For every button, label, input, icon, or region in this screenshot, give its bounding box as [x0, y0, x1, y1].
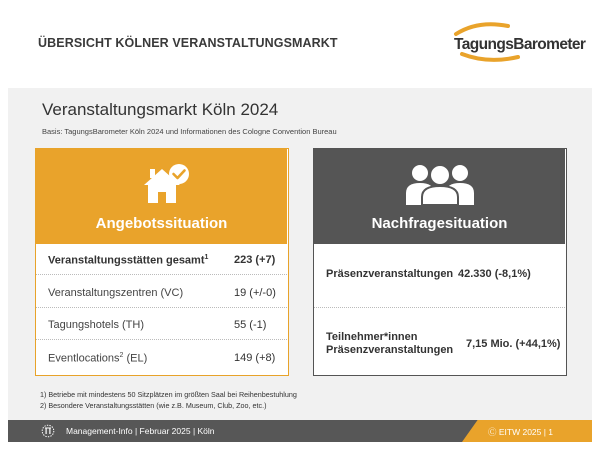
slide-title: Veranstaltungsmarkt Köln 2024 [42, 100, 279, 119]
supply-row-total [36, 245, 287, 275]
page-header-title: ÜBERSICHT KÖLNER VERANSTALTUNGSMARKT [38, 36, 338, 50]
demand-row-value: 42.330 (-8,1%) [458, 268, 531, 280]
demand-row-label: Präsenzveranstaltungen [326, 268, 454, 280]
house-check-icon [142, 163, 190, 205]
supply-panel-header [36, 149, 287, 244]
tagungsbarometer-logo [448, 22, 586, 62]
footnote-1: 1) Betriebe mit mindestens 50 Sitzplätzen im größten Saal bei Reihenbestuhlung [40, 390, 297, 399]
supply-row-label-suffix: (EL) [123, 352, 148, 365]
supply-row-value: 149 (+8) [234, 352, 276, 364]
demand-panel [313, 148, 567, 376]
demand-row-label-line2: Präsenzveranstaltungen [326, 344, 454, 356]
supply-panel [35, 148, 289, 376]
supply-row-label: Veranstaltungszentren (VC) [48, 287, 184, 299]
eitw-logo-icon [41, 424, 55, 438]
demand-row-value: 7,15 Mio. (+44,1%) [466, 338, 561, 350]
supply-row-value: 223 (+7) [234, 254, 276, 266]
divider [314, 307, 565, 308]
slide-subtitle: Basis: TagungsBarometer Köln 2024 und Informationen des Cologne Convention Bureau [42, 127, 337, 136]
demand-panel-header [314, 149, 565, 244]
footer-copyright-page: Ⓒ EITW 2025 | 1 [488, 427, 554, 437]
logo-text: TagungsBarometer [454, 36, 586, 53]
supply-row-value: 19 (+/-0) [234, 287, 276, 299]
supply-row-label [48, 352, 147, 365]
supply-row-value: 55 (-1) [234, 319, 267, 331]
supply-row-label [48, 254, 208, 267]
supply-row-label: Tagungshotels (TH) [48, 319, 144, 331]
supply-row-vc [36, 278, 287, 308]
supply-heading: Angebotssituation [95, 215, 228, 232]
footnote-2: 2) Besondere Veranstaltungsstätten (wie z.B. Museum, Club, Zoo, etc.) [40, 401, 267, 410]
footnote-marker: 2 [119, 352, 124, 359]
supply-row-th [36, 310, 287, 340]
supply-row-label-text: Eventlocations [48, 352, 120, 365]
demand-row-label-line1: Teilnehmer*innen [326, 331, 418, 343]
header [0, 0, 600, 70]
demand-heading: Nachfragesituation [371, 215, 508, 232]
people-group-icon [406, 161, 474, 205]
supply-row-label-text: Veranstaltungsstätten gesamt [48, 254, 205, 267]
supply-row-el [36, 343, 287, 373]
footer-info: Management-Info | Februar 2025 | Köln [66, 426, 215, 436]
footnote-marker: 1 [204, 254, 209, 261]
